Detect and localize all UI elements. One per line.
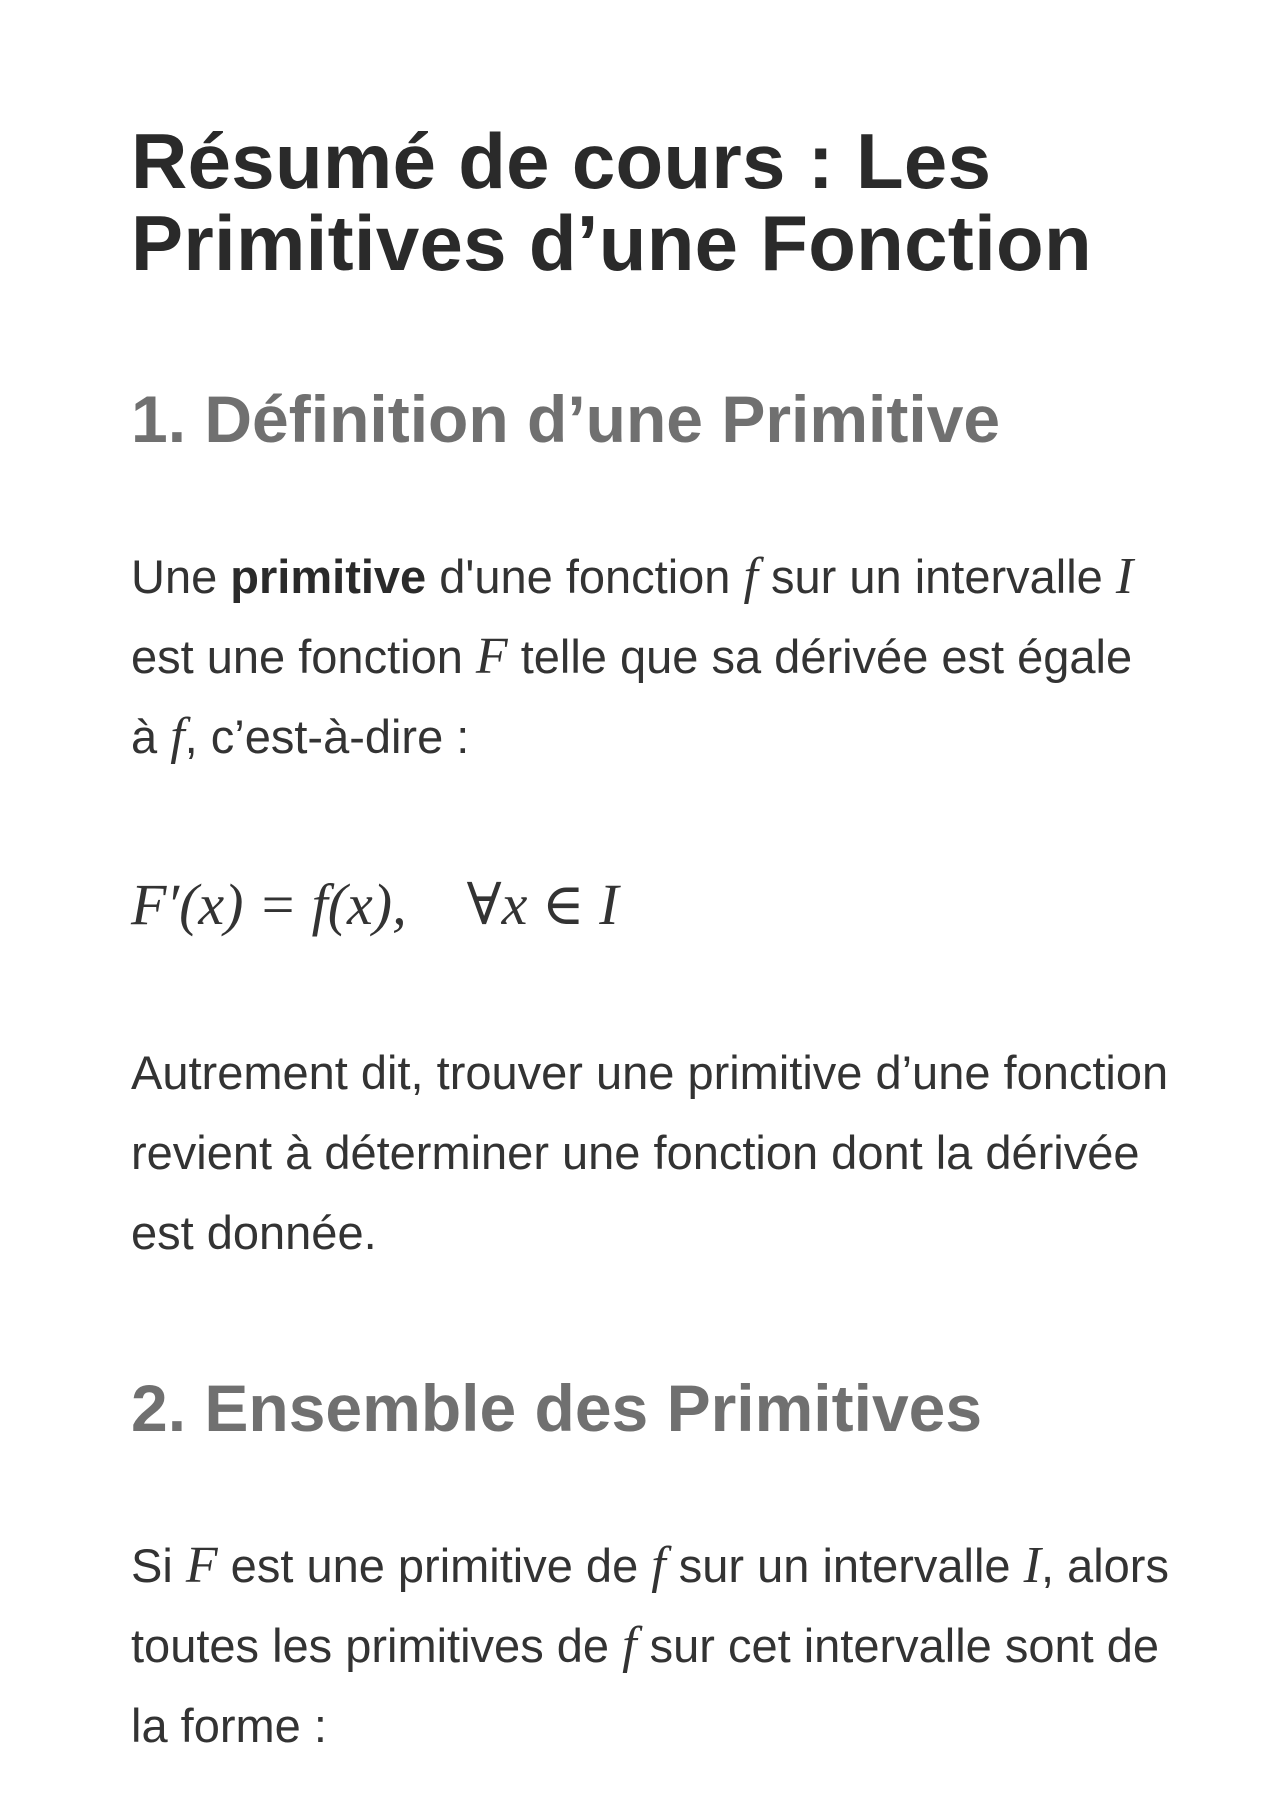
page-title-line-1: Résumé de cours : Les <box>131 117 992 205</box>
text-run: est une fonction <box>131 630 476 683</box>
section-1-definition-paragraph <box>131 537 1171 777</box>
page-title <box>131 117 1171 287</box>
text-run: Si <box>131 1539 186 1592</box>
page-title-line-2: Primitives d’une Fonction <box>131 199 1092 287</box>
math-var-f: f <box>622 1617 637 1674</box>
text-run: , alors toutes les primitives de <box>131 1539 1169 1672</box>
formula-rhs: ∀x ∈ I <box>466 872 619 937</box>
section-1-heading: 1. Définition d’une Primitive <box>131 382 1001 456</box>
text-run: est une primitive de <box>217 1539 652 1592</box>
text-run: sur cet intervalle sont de la forme : <box>131 1619 1160 1752</box>
derivative-formula <box>131 865 1171 945</box>
math-var-F: F <box>185 1537 218 1594</box>
text-run: telle que sa dérivée est égale à <box>131 630 1133 763</box>
section-1-explanation-paragraph: Autrement dit, trouver une primitive d’une fonction revient à déterminer une fonction dont la dérivée est donnée. <box>131 1046 1169 1259</box>
text-run: , c’est-à-dire : <box>184 710 470 763</box>
math-var-f: f <box>743 548 758 605</box>
section-2-heading: 2. Ensemble des Primitives <box>131 1371 983 1445</box>
math-var-I: I <box>1115 548 1134 605</box>
article <box>131 117 1171 1766</box>
formula-lhs: F′(x) = f(x), <box>131 872 407 937</box>
math-var-F: F <box>475 628 508 685</box>
math-var-f: f <box>651 1537 666 1594</box>
text-run: sur un intervalle <box>757 550 1116 603</box>
bold-term: primitive <box>230 550 427 603</box>
text-run: Une <box>131 550 231 603</box>
math-var-f: f <box>170 708 185 765</box>
section-2-paragraph <box>131 1526 1171 1766</box>
text-run: sur un intervalle <box>665 1539 1024 1592</box>
text-run: d'une fonction <box>426 550 744 603</box>
math-var-I: I <box>1023 1537 1041 1594</box>
